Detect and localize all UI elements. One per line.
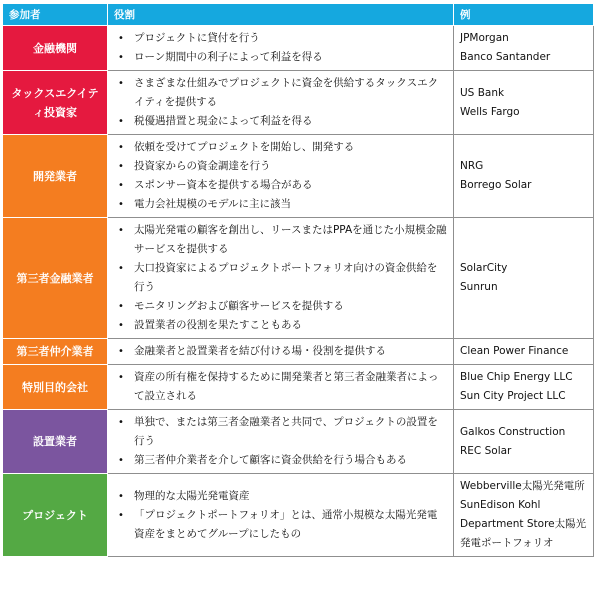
example-text: Banco Santander	[460, 51, 551, 63]
bullet-icon: •	[118, 346, 124, 357]
list-item	[114, 342, 447, 361]
role-list	[114, 29, 447, 67]
role-text: スポンサー資本を提供する場合がある	[134, 179, 313, 191]
table-row	[3, 339, 594, 365]
list-item	[114, 138, 447, 157]
participants-table	[2, 3, 594, 557]
example-text: NRG	[460, 160, 484, 172]
bullet-icon: •	[118, 455, 124, 466]
role-text: 太陽光発電の顧客を創出し、リースまたはPPAを通じた小規模金融サービスを提供する	[134, 224, 447, 255]
role-text: モニタリングおよび顧客サービスを提供する	[134, 300, 344, 312]
role-list	[114, 138, 447, 214]
bullet-icon: •	[118, 33, 124, 44]
list-item	[114, 195, 447, 214]
table-body	[3, 26, 594, 557]
bullet-icon: •	[118, 180, 124, 191]
example-text: Sunrun	[460, 281, 498, 293]
bullet-icon: •	[118, 263, 124, 274]
role-text: 依頼を受けてプロジェクトを開始し、開発する	[134, 141, 355, 153]
participant-cell: 第三者金融業者	[3, 218, 108, 339]
table-row	[3, 135, 594, 218]
role-text: 金融業者と設置業者を結び付ける場・役割を提供する	[134, 345, 386, 357]
example-text: US Bank	[460, 86, 505, 99]
role-list	[114, 413, 447, 470]
participant-cell: 開発業者	[3, 135, 108, 218]
list-item	[114, 368, 447, 406]
role-text: 税優遇措置と現金によって利益を得る	[134, 115, 313, 127]
list-item	[114, 48, 447, 67]
role-text: 投資家からの資金調達を行う	[134, 160, 271, 172]
list-item	[114, 29, 447, 48]
example-text: Clean Power Finance	[460, 345, 569, 357]
list-item	[114, 451, 447, 470]
role-cell	[108, 71, 454, 135]
example-text: REC Solar	[460, 444, 512, 457]
example-text: SunEdison Kohl Department Store太陽光発電ポートフォリオ	[460, 499, 587, 549]
role-cell	[108, 339, 454, 365]
participant-cell: 設置業者	[3, 410, 108, 474]
example-text: Wells Fargo	[460, 105, 520, 118]
list-item	[114, 506, 447, 544]
list-item	[114, 157, 447, 176]
bullet-icon: •	[118, 490, 124, 502]
example-cell	[454, 135, 594, 218]
list-item	[114, 112, 447, 131]
list-item	[114, 221, 447, 259]
role-text: 大口投資家によるプロジェクトポートフォリオ向けの資金供給を行う	[134, 262, 438, 293]
example-cell	[454, 218, 594, 339]
list-item	[114, 487, 447, 506]
role-list	[114, 221, 447, 335]
list-item	[114, 316, 447, 335]
role-text: ローン期間中の利子によって利益を得る	[134, 51, 323, 63]
role-cell	[108, 474, 454, 557]
list-item	[114, 176, 447, 195]
role-cell	[108, 135, 454, 218]
participant-cell: 特別目的会社	[3, 365, 108, 410]
example-text: Sun City Project LLC	[460, 390, 566, 402]
list-item	[114, 74, 447, 112]
role-text: 「プロジェクトポートフォリオ」とは、通常小規模な太陽光発電資産をまとめてグループにしたもの	[134, 508, 438, 540]
example-text: Blue Chip Energy LLC	[460, 371, 573, 383]
header-role: 役割	[108, 4, 454, 26]
participant-cell: 金融機関	[3, 26, 108, 71]
role-text: さまざまな仕組みでプロジェクトに資金を供給するタックスエクイティを提供する	[134, 77, 439, 108]
header-participant: 参加者	[3, 4, 108, 26]
header-row	[3, 4, 594, 26]
list-item	[114, 259, 447, 297]
bullet-icon: •	[118, 142, 124, 153]
example-cell	[454, 474, 594, 557]
bullet-icon: •	[118, 199, 124, 210]
example-cell	[454, 71, 594, 135]
role-cell	[108, 410, 454, 474]
bullet-icon: •	[118, 320, 124, 331]
list-item	[114, 413, 447, 451]
example-text: JPMorgan	[460, 32, 509, 44]
table-row	[3, 26, 594, 71]
example-text: SolarCity	[460, 262, 508, 274]
role-list	[114, 487, 447, 544]
bullet-icon: •	[118, 509, 124, 521]
role-cell	[108, 218, 454, 339]
role-list	[114, 74, 447, 131]
table-row	[3, 218, 594, 339]
bullet-icon: •	[118, 78, 124, 89]
role-list	[114, 342, 447, 361]
bullet-icon: •	[118, 116, 124, 127]
example-text: Borrego Solar	[460, 179, 532, 191]
table-row	[3, 410, 594, 474]
example-cell	[454, 26, 594, 71]
participant-cell: タックスエクイティ投資家	[3, 71, 108, 135]
role-text: 単独で、または第三者金融業者と共同で、プロジェクトの設置を行う	[134, 416, 438, 447]
role-text: 設置業者の役割を果たすこともある	[134, 319, 302, 331]
role-list	[114, 368, 447, 406]
role-text: 物理的な太陽光発電資産	[134, 489, 250, 502]
bullet-icon: •	[118, 301, 124, 312]
example-cell	[454, 339, 594, 365]
role-cell	[108, 365, 454, 410]
participant-cell: プロジェクト	[3, 474, 108, 557]
bullet-icon: •	[118, 372, 124, 383]
bullet-icon: •	[118, 225, 124, 236]
example-cell	[454, 410, 594, 474]
table-row	[3, 365, 594, 410]
role-cell	[108, 26, 454, 71]
bullet-icon: •	[118, 161, 124, 172]
bullet-icon: •	[118, 52, 124, 63]
role-text: プロジェクトに貸付を行う	[134, 32, 260, 44]
role-text: 電力会社規模のモデルに主に該当	[134, 198, 291, 210]
table-row	[3, 474, 594, 557]
role-text: 資産の所有権を保持するために開発業者と第三者金融業者によって設立される	[134, 371, 439, 402]
table-row	[3, 71, 594, 135]
header-example: 例	[454, 4, 594, 26]
list-item	[114, 297, 447, 316]
example-cell	[454, 365, 594, 410]
example-text: Webberville太陽光発電所	[460, 480, 585, 492]
bullet-icon: •	[118, 417, 124, 428]
example-text: Galkos Construction	[460, 425, 566, 438]
participant-cell: 第三者仲介業者	[3, 339, 108, 365]
role-text: 第三者仲介業者を介して顧客に資金供給を行う場合もある	[134, 454, 407, 466]
